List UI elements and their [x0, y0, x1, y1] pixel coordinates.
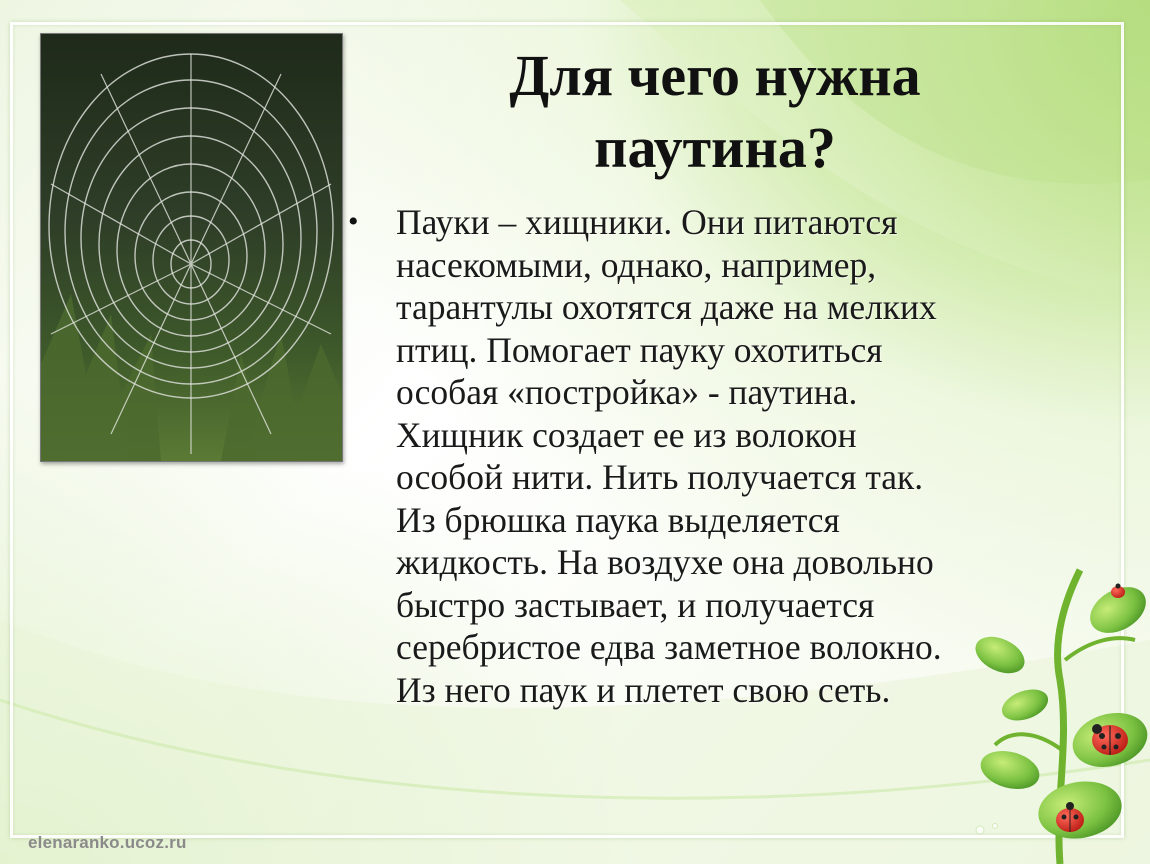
body-line: Хищник создает ее из волокон [396, 414, 857, 455]
body-line: особая «постройка» - паутина. [396, 372, 858, 412]
bullet-marker: • [348, 205, 359, 238]
ladybug-icon [1111, 584, 1125, 599]
body-line: Из него паук и плетет свою сеть. [396, 669, 891, 710]
body-line: насекомыми, однако, например, [396, 244, 877, 285]
spider-web-photo [40, 33, 343, 462]
body-line: особой нити. Нить получается так. [396, 457, 924, 497]
body-line: жидкость. На воздухе она довольно [396, 542, 934, 582]
slide-title [420, 40, 1010, 184]
title-line: паутина? [594, 115, 836, 180]
body-line: птиц. Помогает пауку охотиться [396, 329, 883, 370]
footer-site-credit: elenaranko.ucoz.ru [28, 833, 187, 852]
body-line: Из брюшка паука выделяется [396, 499, 840, 540]
body-line: тарантулы охотятся даже на мелких [396, 287, 937, 327]
body-line: серебристое едва заметное волокно. [396, 627, 942, 667]
body-line: быстро застывает, и получается [396, 584, 875, 625]
sprout-ladybug-decoration [940, 540, 1150, 864]
body-line: Пауки – хищники. Они питаются [396, 202, 898, 242]
title-line: Для чего нужна [509, 43, 921, 108]
